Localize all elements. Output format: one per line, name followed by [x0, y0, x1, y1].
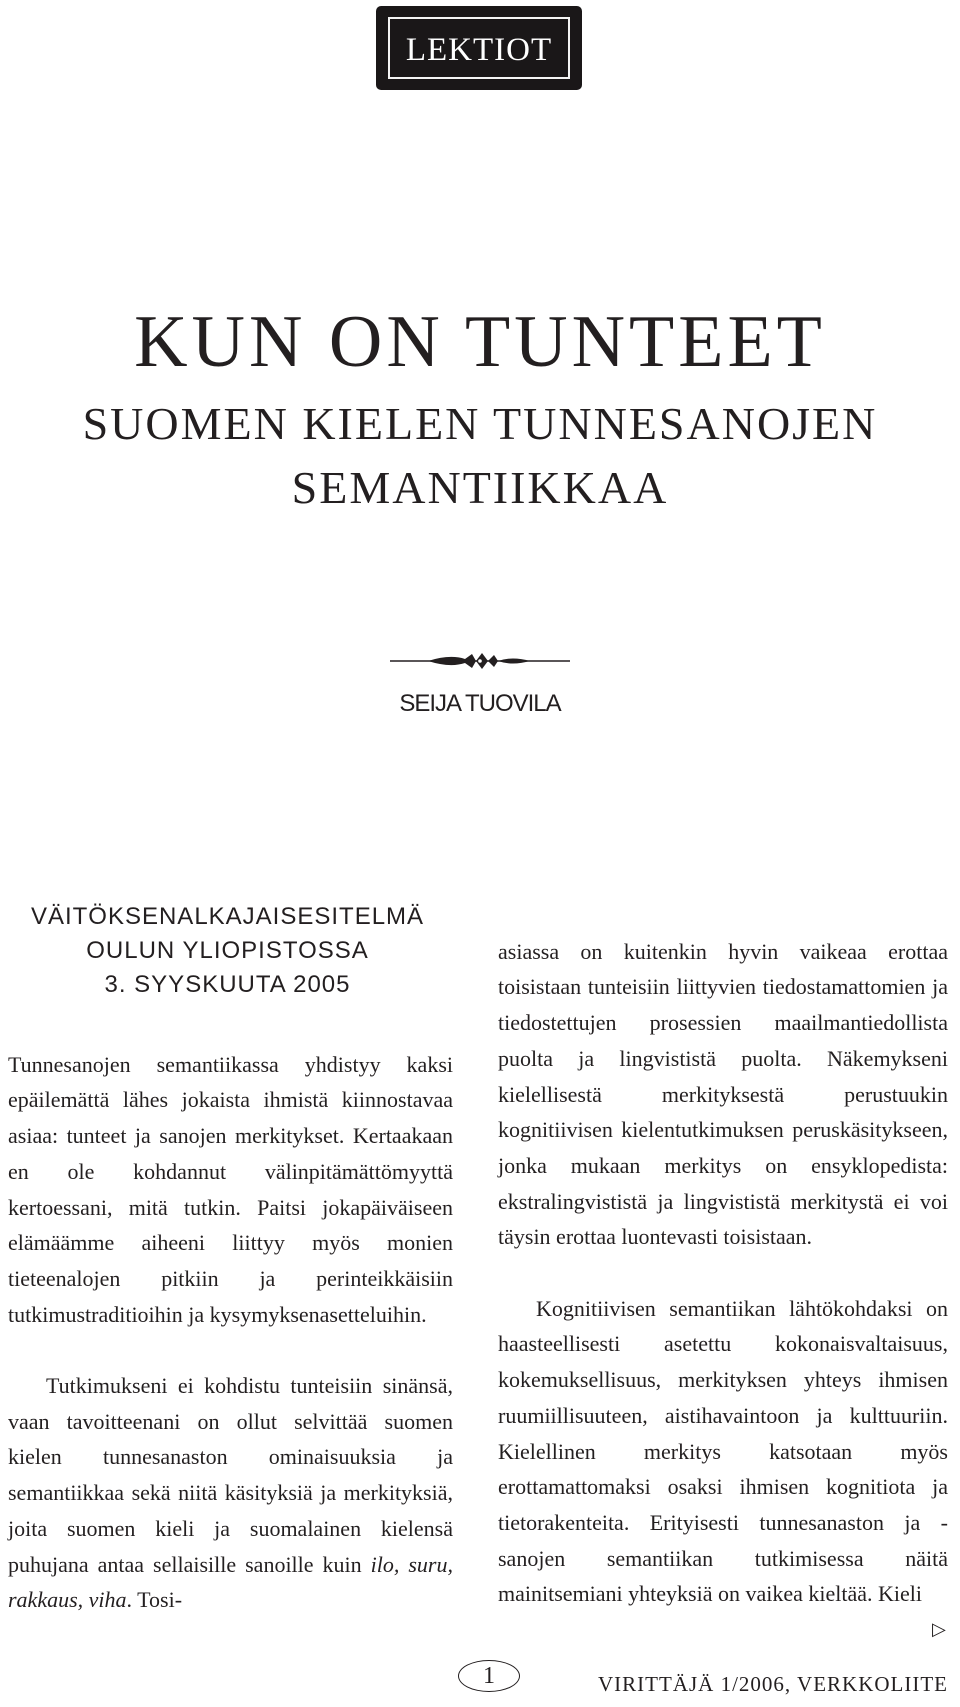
- article-subtitle: [0, 392, 960, 520]
- left-paragraph-1: Tunnesanojen semantiikassa yhdistyy kaksi epäilemättä lähes jokaista ihmistä kiinnostavaa asiaa: tunteet ja sanojen merkitykset. Kertaakaan en ole kohdannut välinpitämättömyyttä kertoessani, mitä tutkin. Paitsi jokapäiväiseen elämäämme aiheeni liittyy myös monien tieteenalojen pitkiin ja perinteikkäisiin tutkimustraditioihin ja kysymyksenasetteluihin.: [8, 1051, 453, 1327]
- left-column: [8, 1011, 453, 1654]
- right-paragraph-1: asiassa on kuitenkin hyvin vaikeaa erottaa toisistaan tunteisiin liittyvien tiedostamattomien ja tiedostettujen prosessien maailmantiedollista puolta ja lingvististä puolta. Näkemykseni kielellisestä merkityksestä perustuukin kognitiivisen kielentutkimuksen peruskäsitykseen, jonka mukaan merkitys on ensyklopedista: ekstralingvististä ja lingvististä merkitystä ei voi täysin erottaa luontevasti toisistaan.: [498, 938, 948, 1250]
- example-words: ilo, suru, rakkaus, viha: [8, 1551, 453, 1613]
- section-badge-frame: [388, 17, 570, 79]
- left-paragraph-2-end: . Tosi-: [126, 1587, 183, 1613]
- section-badge-label: LEKTIOT: [405, 31, 553, 68]
- event-line-3: 3. SYYSKUUTA 2005: [104, 971, 351, 998]
- event-line-1: VÄITÖKSENALKAJAISESITELMÄ: [30, 903, 425, 930]
- left-paragraph-2: [8, 1368, 453, 1618]
- article-subtitle-line1: SUOMEN KIELEN TUNNESANOJEN: [82, 398, 878, 449]
- right-column: [498, 898, 948, 1648]
- article-subtitle-line2: SEMANTIIKKAA: [291, 462, 669, 513]
- page-number: 1: [458, 1660, 520, 1692]
- section-badge: [378, 8, 580, 88]
- article-title: KUN ON TUNTEET: [134, 301, 826, 383]
- triangle-right-icon: ▷: [932, 1619, 946, 1640]
- left-paragraph-2-text: Tutkimukseni ei kohdistu tunteisiin sinänsä, vaan tavoitteenani on ollut selvittää suomen kielen tunnesanaston ominaisuuksia ja semantiikkaa sekä niitä käsityksiä ja merkityksiä, joita suomen kieli ja suomalainen kielensä puhujana antaa sellaisille sanoille kuin: [8, 1373, 453, 1577]
- right-paragraph-2: Kognitiivisen semantiikan lähtökohdaksi on haasteellisesti asetettu kokonaisvaltaisuus, kokemuksellisuus, merkityksen yhteys ihmisen ruumiillisuuteen, aistihavaintoon ja kulttuuriin. Kielellinen merkitys katsotaan myös erottamattomaksi osaksi ihmisen kognitiota ja tietorakenteita. Erityisesti tunnesanaston ja -sanojen semantiikan tutkimisessa näitä mainitsemiani yhteyksiä on vaikea kieltää. Kieli: [498, 1295, 948, 1607]
- event-line-2: OULUN YLIOPISTOSSA: [86, 937, 369, 964]
- ornament-divider-icon: [390, 650, 570, 672]
- event-info: [0, 900, 455, 1002]
- publication-footer: VIRITTÄJÄ 1/2006, VERKKOLIITE: [598, 1672, 948, 1696]
- author-name: SEIJA TUOVILA: [399, 690, 561, 717]
